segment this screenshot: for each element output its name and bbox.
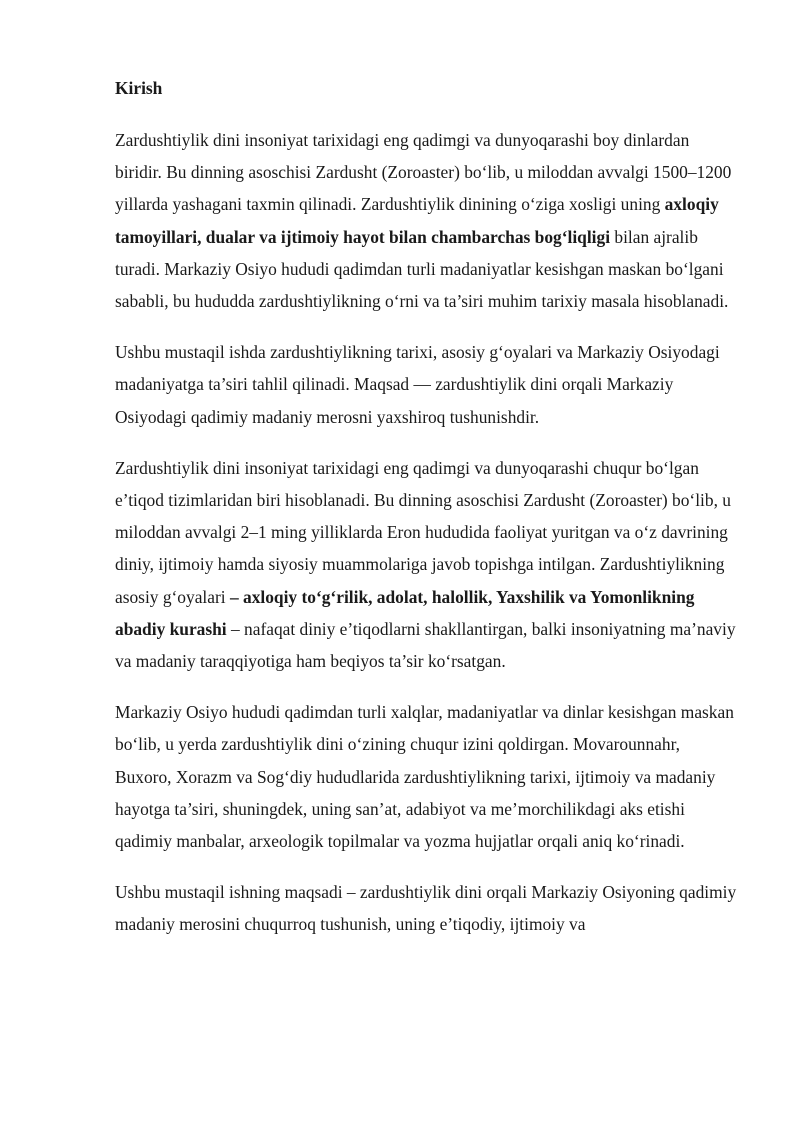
paragraph-5-text: Ushbu mustaqil ishning maqsadi – zardushtiylik dini orqali Markaziy Osiyoning qadimiy madaniy merosini chuqurroq tushunish, uning e’tiqodiy, ijtimoiy va xyxy=(115,882,737,935)
paragraph-2-text: Ushbu mustaqil ishda zardushtiylikning tarixi, asosiy g‘oyalari va Markaziy Osiyodagi madaniyatga ta’siri tahlil qilinadi. Maqsad — zardushtiylik dini orqali Markaziy Osiyodagi qadimiy madaniy merosni yaxshiroq tushunishdir. xyxy=(115,342,720,427)
section-heading: Kirish xyxy=(115,78,163,98)
paragraph-5 xyxy=(115,876,740,940)
paragraph-3-text-b: – nafaqat diniy e’tiqodlarni shakllantirgan, balki insoniyatning ma’naviy va madaniy taraqqiyotiga ham beqiyos ta’sir ko‘rsatgan. xyxy=(115,618,736,672)
paragraph-1-text-b: bilan ajralib turadi. Markaziy Osiyo hududi qadimdan turli madaniyatlar kesishgan maskan bo‘lgani sababli, bu hududda zardushtiylikning o‘rni va ta’siri muhim tarixiy masala hisoblanadi. xyxy=(115,226,729,312)
paragraph-3-text-a: Zardushtiylik dini insoniyat tarixidagi eng qadimgi va dunyoqarashi chuqur bo‘lgan e’tiqod tizimlaridan biri hisoblanadi. Bu dinning asoschisi Zardusht (Zoroaster) bo‘lib, u miloddan avvalgi 2–1 ming yilliklarda Eron hududida faoliyat yuritgan va o‘z davrining diniy, ijtimoiy hamda siyosiy muammolariga javob topishga intilgan. Zardushtiylikning asosiy g‘oyalari xyxy=(115,457,731,607)
paragraph-1-text-a: Zardushtiylik dini insoniyat tarixidagi eng qadimgi va dunyoqarashi boy dinlardan biridir. Bu dinning asoschisi Zardusht (Zoroaster) bo‘lib, u miloddan avvalgi 1500–1200 yillarda yashagani taxmin qilinadi. Zardushtiylik dinining o‘ziga xosligi uning xyxy=(115,130,732,215)
paragraph-4 xyxy=(115,696,740,857)
paragraph-3 xyxy=(115,452,740,677)
paragraph-3-bold: – axloqiy to‘g‘rilik, adolat, halollik, Yaxshilik va Yomonlikning abadiy kurashi xyxy=(115,586,695,639)
paragraph-2 xyxy=(115,336,740,433)
paragraph-1 xyxy=(115,124,740,317)
paragraph-4-text: Markaziy Osiyo hududi qadimdan turli xalqlar, madaniyatlar va dinlar kesishgan maskan bo‘lib, u yerda zardushtiylik dini o‘zining chuqur izini qoldirgan. Movarounnahr, Buxoro, Xorazm va Sog‘diy hududlarida zardushtiylikning tarixi, ijtimoiy va madaniy hayotga ta’siri, shuningdek, uning san’at, adabiyot va me’morchilikdagi aks etishi qadimiy manbalar, arxeologik topilmalar va yozma hujjatlar orqali aniq ko‘rinadi. xyxy=(115,702,734,852)
paragraph-1-bold: axloqiy tamoyillari, dualar va ijtimoiy hayot bilan chambarchas bog‘liqligi xyxy=(115,194,719,247)
